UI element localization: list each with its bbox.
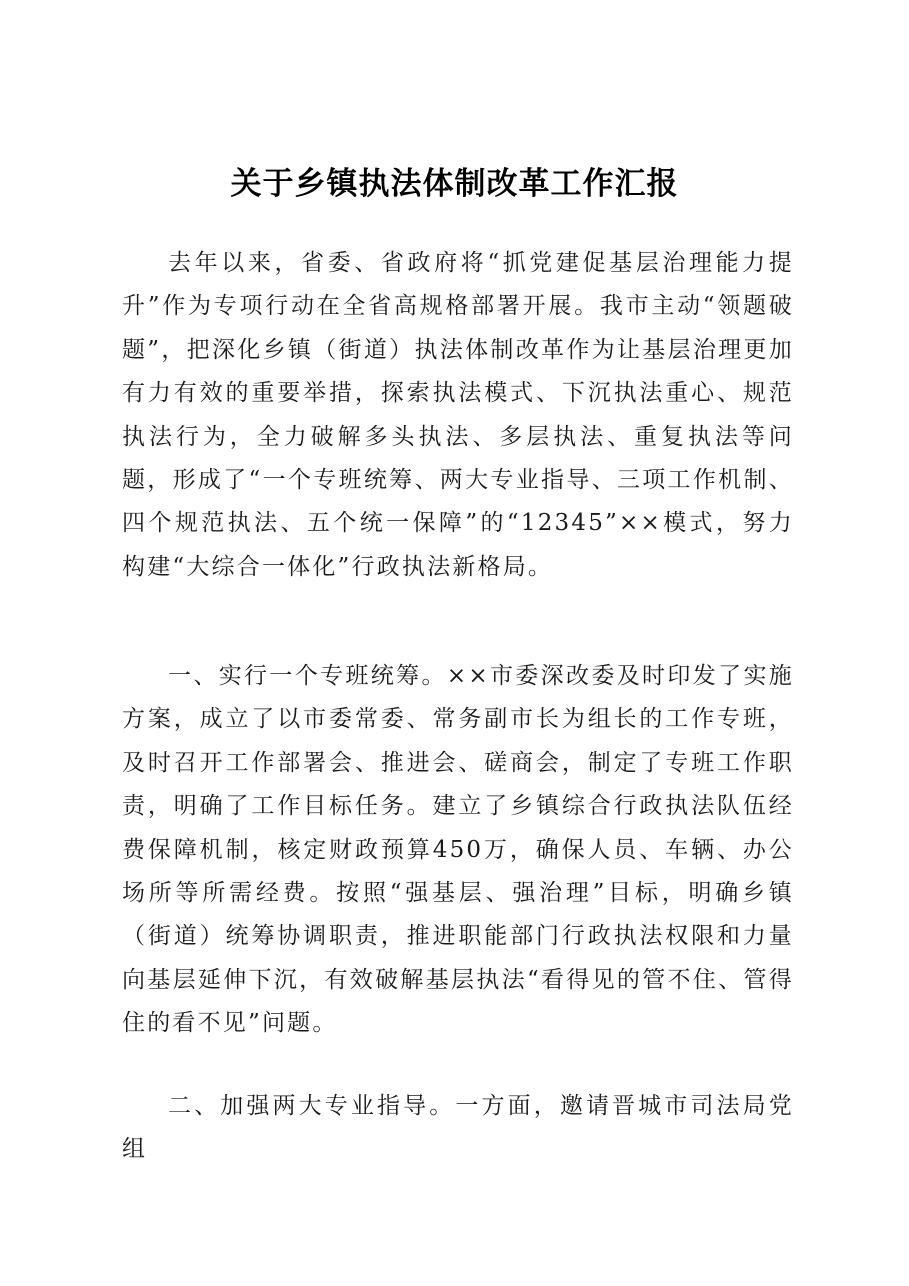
paragraph-section-two: 二、加强两大专业指导。一方面，邀请晋城市司法局党组 (122, 1093, 794, 1163)
paragraph-section-one: 一、实行一个专班统筹。××市委深改委及时印发了实施方案，成立了以市委常委、常务副市长为组长的工作专班，及时召开工作部署会、推进会、磋商会，制定了专班工作职责，明确了工作目标任务。建立了乡镇综合行政执法队伍经费保障机制，核定财政预算450万，确保人员、车辆、办公场所等所需经费。按照“强基层、强治理”目标，明确乡镇（街道）统筹协调职责，推进职能部门行政执法权限和力量向基层延伸下沉，有效破解基层执法“看得见的管不住、管得住的看不见”问题。 (122, 663, 794, 1037)
paragraph-intro: 去年以来，省委、省政府将“抓党建促基层治理能力提升”作为专项行动在全省高规格部署开展。我市主动“领题破题”，把深化乡镇（街道）执法体制改革作为让基层治理更加有力有效的重要举措，探索执法模式、下沉执法重心、规范执法行为，全力破解多头执法、多层执法、重复执法等问题，形成了“一个专班统筹、两大专业指导、三项工作机制、四个规范执法、五个统一保障”的“12345”××模式，努力构建“大综合一体化”行政执法新格局。 (122, 250, 794, 580)
document-title: 关于乡镇执法体制改革工作汇报 (230, 166, 679, 202)
